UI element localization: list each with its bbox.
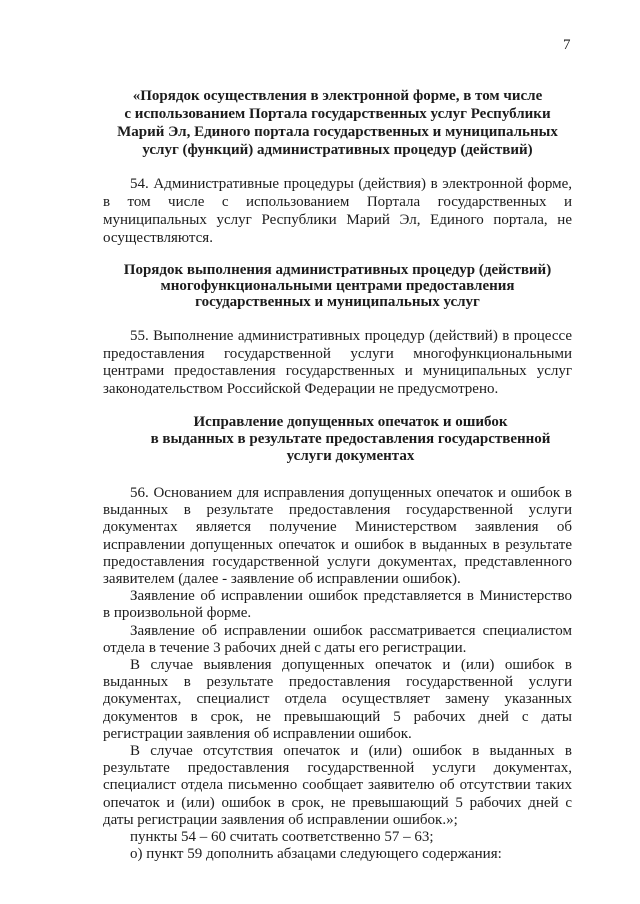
error-correction-body — [103, 485, 572, 863]
paragraph-line: регистрации заявления об исправлении ошибок. — [103, 725, 412, 742]
heading-line: Порядок выполнения административных процедур (действий) — [123, 262, 552, 278]
paragraph-line: 55. Выполнение административных процедур (действий) в процессе — [130, 328, 572, 344]
paragraph-line: предоставления государственной услуги документах, представленного — [103, 553, 572, 570]
paragraph-line: результате предоставления государственной услуги документах, — [103, 760, 572, 777]
paragraph-56 — [103, 485, 572, 588]
heading-line: «Порядок осуществления в электронной форме, в том числе — [132, 88, 543, 104]
paragraph-line: даты регистрации заявления об исправлении ошибок.»; — [103, 811, 458, 828]
paragraph-submission — [103, 588, 572, 622]
paragraph-line: муниципальных услуг Республики Марий Эл, Единого портала, не — [103, 212, 572, 228]
paragraph-errors-found — [103, 657, 572, 743]
paragraph-item-o — [103, 846, 572, 863]
paragraph-line: 54. Административные процедуры (действия) в электронной форме, — [130, 176, 572, 192]
heading-line: в выданных в результате предоставления государственной — [150, 431, 551, 447]
heading-line: услуг (функций) административных процедур (действий) — [142, 142, 533, 158]
section-heading-electronic-procedures — [103, 87, 572, 159]
paragraph-line: отдела в течение 3 рабочих дней с даты его регистрации. — [103, 639, 467, 656]
paragraph-line: исправлении допущенных опечаток и ошибок в выданных в результате — [103, 536, 572, 553]
paragraph-line: заявителем (далее - заявление об исправлении ошибок). — [103, 571, 461, 588]
paragraph-renumbering — [103, 829, 572, 846]
paragraph-line: выданных в результате предоставления государственной услуги — [103, 674, 572, 691]
paragraph-line: в том числе с использованием Портала государственных и — [103, 194, 572, 210]
heading-line: Марий Эл, Единого портала государственных и муниципальных — [117, 124, 558, 140]
paragraph-line: законодательством Российской Федерации не предусмотрено. — [103, 380, 499, 397]
paragraph-line: документов в срок, не превышающий 5 рабочих дней с даты — [103, 708, 572, 725]
heading-line: Исправление допущенных опечаток и ошибок — [193, 414, 508, 430]
paragraph-line: специалист отдела письменно сообщает заявителю об отсутствии таких — [103, 777, 572, 794]
heading-line: государственных и муниципальных услуг — [195, 294, 480, 310]
paragraph-54 — [103, 175, 572, 247]
paragraph-line: осуществляются. — [103, 230, 213, 246]
page-number: 7 — [563, 37, 571, 53]
paragraph-line: В случае отсутствия опечаток и (или) ошибок в выданных в — [130, 743, 572, 760]
paragraph-line: В случае выявления допущенных опечаток и (или) ошибок в — [130, 657, 572, 674]
paragraph-line: опечаток и (или) ошибок в срок, не превышающий 5 рабочих дней с — [103, 794, 572, 811]
heading-line: с использованием Портала государственных услуг Республики — [124, 106, 551, 122]
paragraph-line: 56. Основанием для исправления допущенных опечаток и ошибок в — [130, 485, 572, 501]
paragraph-line: Заявление об исправлении ошибок представляется в Министерство — [130, 588, 572, 605]
paragraph-line: предоставления государственной услуги многофункциональными — [103, 345, 572, 362]
paragraph-review — [103, 623, 572, 657]
paragraph-line: Заявление об исправлении ошибок рассматривается специалистом — [130, 622, 572, 639]
paragraph-line: пункты 54 – 60 считать соответственно 57 – 63; — [130, 829, 434, 846]
paragraph-line: центрами предоставления государственных и муниципальных услуг — [103, 363, 572, 379]
section-heading-mfc-procedures — [103, 262, 572, 310]
section-heading-error-correction — [116, 414, 585, 465]
heading-line: многофункциональными центрами предоставления — [160, 278, 515, 294]
paragraph-line: выданных в результате предоставления государственной услуги — [103, 502, 572, 519]
paragraph-line: документах, специалист отдела осуществляет замену указанных — [103, 691, 572, 708]
heading-line: услуги документах — [286, 448, 415, 464]
paragraph-55 — [103, 328, 572, 398]
paragraph-line: в произвольной форме. — [103, 605, 252, 622]
paragraph-no-errors — [103, 743, 572, 829]
paragraph-line: документах является получение Министерством заявления об — [103, 519, 572, 536]
paragraph-line: о) пункт 59 дополнить абзацами следующего содержания: — [130, 846, 502, 863]
